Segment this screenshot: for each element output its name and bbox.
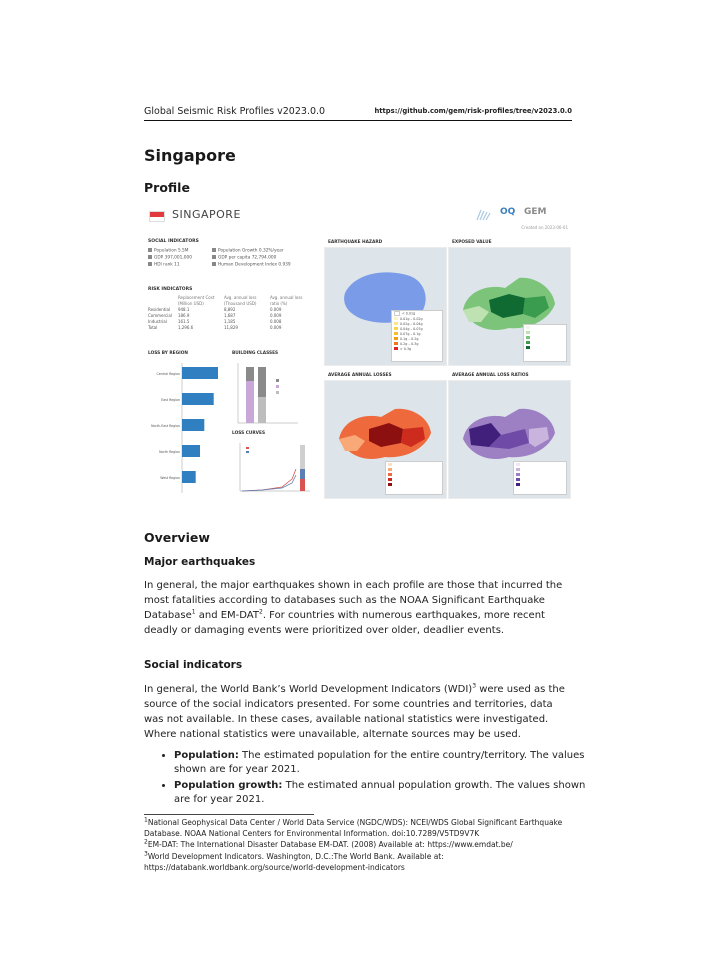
- social-item: GDP per capita 72,794.000: [212, 255, 276, 261]
- profile-figure: [144, 203, 572, 501]
- major-earthquakes-heading: Major earthquakes: [144, 556, 256, 568]
- logos: [476, 207, 556, 223]
- running-header: [144, 106, 572, 121]
- social-indicators-paragraph: In general, the World Bank’s World Development Indicators (WDI)$^3$ were used as the source of the social indicators presented. For some countries and territories, data was not available. In these cases, available national statistics were investigated. Where national statistics were unavailable, alternate sources may be used.: [144, 682, 565, 740]
- social-item: HDI rank 11: [148, 262, 180, 268]
- legend-item: 0.01g – 0.02g: [392, 317, 442, 322]
- social-item: Human Development Index 0.939: [212, 262, 291, 268]
- page-title: Singapore: [144, 146, 236, 165]
- losses-legend: [385, 461, 443, 495]
- legend-item: 0.04g – 0.07g: [392, 327, 442, 332]
- footnote-3: $^3$World Development Indicators. Washington, D.C.:The World Bank. Available at: https://databank.worldbank.org/source/world-development-indicators: [144, 850, 444, 872]
- average-annual-losses-label: AVERAGE ANNUAL LOSSES: [328, 373, 392, 378]
- average-annual-losses-map: [324, 380, 447, 499]
- table-row: Replacement Cost (Million USD) Avg. annual loss (Thousand USD) Avg. annual loss ratio (%): [177, 295, 303, 306]
- region-bar: [182, 367, 218, 379]
- header-url[interactable]: https://github.com/gem/risk-profiles/tree/v2023.0.0: [374, 107, 572, 115]
- legend-item: 0.07g – 0.1g: [392, 332, 442, 337]
- social-item: Population 5.5M: [148, 248, 188, 254]
- exposure-legend: [523, 324, 567, 362]
- legend-item: 0.2g – 0.3g: [392, 342, 442, 347]
- region-bar: [182, 419, 204, 431]
- person-icon: [148, 248, 152, 252]
- region-bar: [182, 393, 214, 405]
- list-item: • Population: The estimated population for the entire country/territory. The values shown are for year 2021.: [174, 749, 588, 777]
- loss-curves-chart: [232, 439, 312, 497]
- earthquake-hazard-map: [324, 247, 447, 366]
- risk-table: [148, 295, 312, 331]
- money-icon: [148, 255, 152, 259]
- list-item: • Population growth: The estimated annual population growth. The values shown are for year 2021.: [174, 779, 588, 807]
- footnote-2: $^2$EM-DAT: The International Disaster Database EM-DAT. (2008) Available at: https://www.emdat.be/: [144, 838, 513, 849]
- gem-logo: GEM: [524, 207, 547, 217]
- loss-by-region-chart: [148, 359, 228, 499]
- building-classes-chart: [232, 359, 302, 429]
- footnote-ref-1[interactable]: 1: [191, 608, 196, 616]
- footnote-1: $^1$National Geophysical Data Center / World Data Service (NGDC/WDS): NCEI/WDS Global Significant Earthquake Database. NOAA National Centers for Environmental Information. doi:10.7289/V5TD9V7K: [144, 816, 563, 838]
- footnote-ref-2[interactable]: 2: [258, 608, 263, 616]
- figure-country-label: SINGAPORE: [172, 208, 241, 221]
- table-row: Residential 948.1 8,892 0.009: [148, 307, 282, 312]
- table-row: Industrial 161.5 1,185 0.008: [148, 319, 282, 324]
- oq-logo: OQ: [500, 207, 516, 217]
- major-earthquakes-paragraph: In general, the major earthquakes shown in each profile are those that incurred the most fatalities according to databases such as the NOAA Significant Earthquake Database$^1$ and EM-DAT$^2$. For countries with numerous earthquakes, more recent deadly or damaging events were prioritized over older, deadlier events.: [144, 580, 563, 636]
- region-bar: [182, 445, 200, 457]
- social-label: SOCIAL INDICATORS: [148, 239, 199, 244]
- legend-item: 0.1g – 0.2g: [392, 337, 442, 342]
- overview-heading: Overview: [144, 530, 210, 545]
- region-label: Central Region: [156, 372, 180, 376]
- growth-icon: [212, 248, 216, 252]
- social-indicators-heading: Social indicators: [144, 659, 243, 671]
- exposed-value-label: EXPOSED VALUE: [452, 240, 492, 245]
- exposed-value-map: [448, 247, 571, 366]
- legend-item: 0.02g – 0.04g: [392, 322, 442, 327]
- profile-heading: Profile: [144, 180, 190, 195]
- region-label: East Region: [161, 398, 180, 402]
- gdp-per-capita-icon: [212, 255, 216, 259]
- singapore-flag-icon: [149, 211, 165, 222]
- figure-date-note: Created on 2023-06-01: [521, 225, 568, 230]
- building-classes-label: BUILDING CLASSES: [232, 351, 279, 356]
- risk-label: RISK INDICATORS: [148, 287, 193, 292]
- hdi-icon: [212, 262, 216, 266]
- region-bar: [182, 471, 196, 483]
- average-annual-loss-ratios-label: AVERAGE ANNUAL LOSS RATIOS: [452, 373, 529, 378]
- region-label: North Region: [159, 450, 180, 454]
- region-label: North-East Region: [151, 424, 180, 428]
- social-item: GDP 397,001,000: [148, 255, 192, 261]
- footnote-ref-3[interactable]: 3: [472, 682, 477, 690]
- table-row: Total 1,296.6 11,829 0.009: [148, 325, 282, 330]
- footnote-rule: [144, 814, 314, 815]
- rank-icon: [148, 262, 152, 266]
- indicator-list: [160, 749, 588, 809]
- ratios-legend: [513, 461, 567, 495]
- hazard-legend: [391, 310, 443, 362]
- earthquake-hazard-label: EARTHQUAKE HAZARD: [328, 240, 383, 245]
- average-annual-loss-ratios-map: [448, 380, 571, 499]
- legend-item: > 0.3g: [392, 347, 442, 352]
- fan-logo-icon: [476, 209, 494, 221]
- loss-by-region-label: LOSS BY REGION: [148, 351, 188, 356]
- region-label: West Region: [160, 476, 180, 480]
- loss-curves-label: LOSS CURVES: [232, 431, 266, 436]
- social-item: Population Growth 0.32%/year: [212, 248, 284, 254]
- table-row: Commercial 186.9 1,687 0.009: [148, 313, 282, 318]
- header-title: Global Seismic Risk Profiles v2023.0.0: [144, 106, 326, 117]
- legend-item: < 0.01g: [392, 311, 442, 317]
